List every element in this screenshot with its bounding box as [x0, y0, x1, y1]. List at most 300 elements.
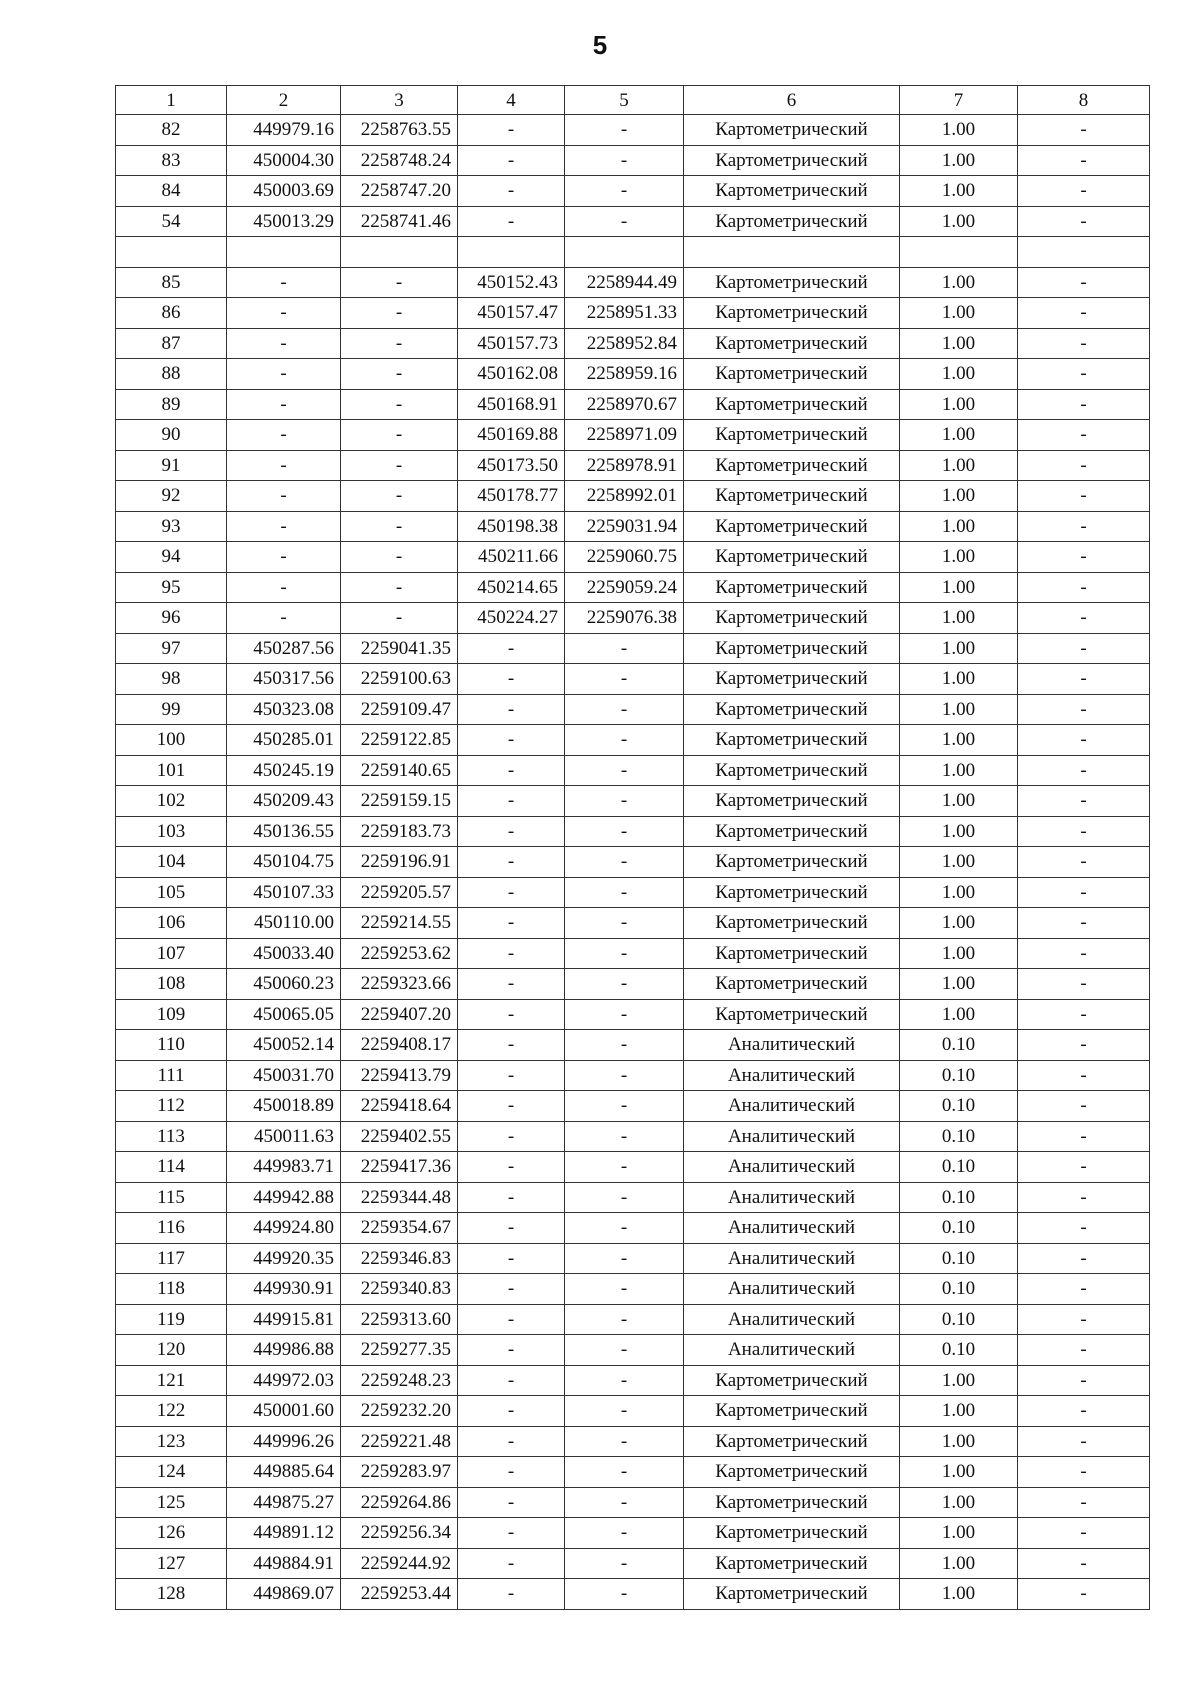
x-coordinate-cell: -: [227, 450, 341, 481]
method-cell: Картометрический: [684, 450, 900, 481]
point-number-cell: 97: [116, 633, 227, 664]
accuracy-cell: 0.10: [900, 1030, 1018, 1061]
accuracy-cell: 1.00: [900, 1548, 1018, 1579]
y-coordinate-alt-cell: -: [565, 1579, 684, 1610]
table-header: [116, 86, 1150, 115]
note-cell: -: [1018, 572, 1150, 603]
point-number-cell: 104: [116, 847, 227, 878]
method-cell: Картометрический: [684, 969, 900, 1000]
table-row: [116, 847, 1150, 878]
y-coordinate-cell: 2259183.73: [341, 816, 458, 847]
column-header: 2: [227, 86, 341, 115]
accuracy-cell: 1.00: [900, 938, 1018, 969]
y-coordinate-alt-cell: -: [565, 1213, 684, 1244]
note-cell: -: [1018, 145, 1150, 176]
point-number-cell: 116: [116, 1213, 227, 1244]
point-number-cell: 101: [116, 755, 227, 786]
y-coordinate-alt-cell: -: [565, 694, 684, 725]
table-row: [116, 1060, 1150, 1091]
table-row: [116, 1579, 1150, 1610]
y-coordinate-alt-cell: -: [565, 1243, 684, 1274]
x-coordinate-alt-cell: -: [458, 1152, 565, 1183]
y-coordinate-cell: 2259205.57: [341, 877, 458, 908]
y-coordinate-cell: 2259264.86: [341, 1487, 458, 1518]
y-coordinate-cell: 2259244.92: [341, 1548, 458, 1579]
accuracy-cell: 1.00: [900, 999, 1018, 1030]
y-coordinate-alt-cell: 2259060.75: [565, 542, 684, 573]
x-coordinate-alt-cell: 450162.08: [458, 359, 565, 390]
method-cell: Картометрический: [684, 633, 900, 664]
accuracy-cell: 1.00: [900, 755, 1018, 786]
y-coordinate-alt-cell: 2258944.49: [565, 267, 684, 298]
y-coordinate-cell: -: [341, 572, 458, 603]
method-cell: Аналитический: [684, 1060, 900, 1091]
y-coordinate-cell: 2259283.97: [341, 1457, 458, 1488]
x-coordinate-cell: -: [227, 603, 341, 634]
table-row: [116, 1121, 1150, 1152]
x-coordinate-alt-cell: -: [458, 1548, 565, 1579]
point-number-cell: 115: [116, 1182, 227, 1213]
method-cell: Картометрический: [684, 542, 900, 573]
point-number-cell: 85: [116, 267, 227, 298]
table-row: [116, 786, 1150, 817]
table-row: [116, 298, 1150, 329]
y-coordinate-alt-cell: 2258970.67: [565, 389, 684, 420]
x-coordinate-cell: 450033.40: [227, 938, 341, 969]
accuracy-cell: 1.00: [900, 1579, 1018, 1610]
x-coordinate-alt-cell: 450168.91: [458, 389, 565, 420]
point-number-cell: 106: [116, 908, 227, 939]
point-number-cell: 90: [116, 420, 227, 451]
point-number-cell: 89: [116, 389, 227, 420]
x-coordinate-cell: 449972.03: [227, 1365, 341, 1396]
x-coordinate-cell: 450031.70: [227, 1060, 341, 1091]
x-coordinate-cell: -: [227, 389, 341, 420]
point-number-cell: 88: [116, 359, 227, 390]
note-cell: -: [1018, 1152, 1150, 1183]
point-number-cell: 95: [116, 572, 227, 603]
point-number-cell: 119: [116, 1304, 227, 1335]
x-coordinate-alt-cell: -: [458, 1060, 565, 1091]
y-coordinate-alt-cell: -: [565, 1548, 684, 1579]
x-coordinate-alt-cell: -: [458, 908, 565, 939]
y-coordinate-alt-cell: -: [565, 1121, 684, 1152]
x-coordinate-alt-cell: -: [458, 999, 565, 1030]
y-coordinate-alt-cell: 2259076.38: [565, 603, 684, 634]
y-coordinate-alt-cell: -: [565, 877, 684, 908]
x-coordinate-cell: 450110.00: [227, 908, 341, 939]
point-number-cell: 54: [116, 206, 227, 237]
y-coordinate-cell: -: [341, 328, 458, 359]
table-row: [116, 389, 1150, 420]
page-number: 5: [592, 30, 608, 60]
method-cell: Аналитический: [684, 1152, 900, 1183]
y-coordinate-cell: 2259408.17: [341, 1030, 458, 1061]
note-cell: -: [1018, 481, 1150, 512]
table-row: [116, 572, 1150, 603]
note-cell: -: [1018, 755, 1150, 786]
accuracy-cell: 0.10: [900, 1182, 1018, 1213]
y-coordinate-alt-cell: -: [565, 115, 684, 146]
x-coordinate-alt-cell: -: [458, 1335, 565, 1366]
x-coordinate-cell: 450011.63: [227, 1121, 341, 1152]
method-cell: Картометрический: [684, 572, 900, 603]
x-coordinate-alt-cell: 450211.66: [458, 542, 565, 573]
table-row: [116, 694, 1150, 725]
method-cell: Картометрический: [684, 267, 900, 298]
table-row: [116, 755, 1150, 786]
x-coordinate-alt-cell: -: [458, 969, 565, 1000]
x-coordinate-cell: 450209.43: [227, 786, 341, 817]
accuracy-cell: 1.00: [900, 664, 1018, 695]
x-coordinate-cell: 449920.35: [227, 1243, 341, 1274]
y-coordinate-alt-cell: -: [565, 145, 684, 176]
x-coordinate-cell: 450004.30: [227, 145, 341, 176]
table-row: [116, 1182, 1150, 1213]
x-coordinate-alt-cell: -: [458, 816, 565, 847]
table-row: [116, 1335, 1150, 1366]
point-number-cell: 127: [116, 1548, 227, 1579]
point-number-cell: 105: [116, 877, 227, 908]
x-coordinate-alt-cell: -: [458, 1487, 565, 1518]
x-coordinate-cell: 449875.27: [227, 1487, 341, 1518]
x-coordinate-cell: 449996.26: [227, 1426, 341, 1457]
note-cell: [1018, 237, 1150, 268]
y-coordinate-alt-cell: 2258971.09: [565, 420, 684, 451]
method-cell: Аналитический: [684, 1091, 900, 1122]
x-coordinate-cell: [227, 237, 341, 268]
x-coordinate-cell: -: [227, 267, 341, 298]
point-number-cell: 118: [116, 1274, 227, 1305]
x-coordinate-cell: 449942.88: [227, 1182, 341, 1213]
point-number-cell: 102: [116, 786, 227, 817]
table-row: [116, 1274, 1150, 1305]
x-coordinate-cell: 450003.69: [227, 176, 341, 207]
method-cell: Картометрический: [684, 389, 900, 420]
y-coordinate-cell: 2259196.91: [341, 847, 458, 878]
x-coordinate-cell: 450287.56: [227, 633, 341, 664]
x-coordinate-cell: 450060.23: [227, 969, 341, 1000]
accuracy-cell: 1.00: [900, 542, 1018, 573]
y-coordinate-alt-cell: -: [565, 1396, 684, 1427]
table-body: [116, 115, 1150, 1610]
y-coordinate-alt-cell: -: [565, 1091, 684, 1122]
column-header: 5: [565, 86, 684, 115]
x-coordinate-cell: -: [227, 481, 341, 512]
method-cell: Аналитический: [684, 1304, 900, 1335]
table-row: [116, 1091, 1150, 1122]
table-row: [116, 1548, 1150, 1579]
accuracy-cell: 1.00: [900, 816, 1018, 847]
y-coordinate-alt-cell: 2259059.24: [565, 572, 684, 603]
y-coordinate-cell: 2259109.47: [341, 694, 458, 725]
y-coordinate-alt-cell: 2258952.84: [565, 328, 684, 359]
method-cell: Аналитический: [684, 1335, 900, 1366]
y-coordinate-cell: 2258763.55: [341, 115, 458, 146]
x-coordinate-cell: 450018.89: [227, 1091, 341, 1122]
table-row: [116, 145, 1150, 176]
accuracy-cell: 1.00: [900, 1518, 1018, 1549]
accuracy-cell: 0.10: [900, 1091, 1018, 1122]
accuracy-cell: 1.00: [900, 359, 1018, 390]
note-cell: -: [1018, 115, 1150, 146]
note-cell: -: [1018, 999, 1150, 1030]
x-coordinate-alt-cell: -: [458, 1426, 565, 1457]
table-row: [116, 1365, 1150, 1396]
accuracy-cell: 0.10: [900, 1304, 1018, 1335]
table-row: [116, 633, 1150, 664]
x-coordinate-cell: 449979.16: [227, 115, 341, 146]
point-number-cell: 103: [116, 816, 227, 847]
note-cell: -: [1018, 725, 1150, 756]
x-coordinate-alt-cell: 450198.38: [458, 511, 565, 542]
y-coordinate-alt-cell: -: [565, 1335, 684, 1366]
accuracy-cell: 1.00: [900, 908, 1018, 939]
method-cell: Картометрический: [684, 1457, 900, 1488]
note-cell: -: [1018, 1060, 1150, 1091]
note-cell: -: [1018, 847, 1150, 878]
y-coordinate-cell: 2259313.60: [341, 1304, 458, 1335]
y-coordinate-cell: 2259418.64: [341, 1091, 458, 1122]
point-number-cell: 87: [116, 328, 227, 359]
y-coordinate-cell: 2259100.63: [341, 664, 458, 695]
table-row: [116, 1152, 1150, 1183]
table-row: [116, 176, 1150, 207]
table-row: [116, 450, 1150, 481]
method-cell: Картометрический: [684, 145, 900, 176]
note-cell: -: [1018, 1121, 1150, 1152]
x-coordinate-alt-cell: -: [458, 145, 565, 176]
method-cell: Картометрический: [684, 1426, 900, 1457]
x-coordinate-cell: 450136.55: [227, 816, 341, 847]
note-cell: -: [1018, 1182, 1150, 1213]
y-coordinate-cell: 2259253.44: [341, 1579, 458, 1610]
table-row: [116, 115, 1150, 146]
table-row: [116, 999, 1150, 1030]
method-cell: Картометрический: [684, 481, 900, 512]
x-coordinate-cell: 450013.29: [227, 206, 341, 237]
accuracy-cell: 1.00: [900, 1396, 1018, 1427]
table-row: [116, 664, 1150, 695]
point-number-cell: 107: [116, 938, 227, 969]
x-coordinate-cell: 450317.56: [227, 664, 341, 695]
point-number-cell: 125: [116, 1487, 227, 1518]
x-coordinate-alt-cell: 450214.65: [458, 572, 565, 603]
y-coordinate-alt-cell: -: [565, 816, 684, 847]
y-coordinate-cell: -: [341, 359, 458, 390]
y-coordinate-alt-cell: 2258992.01: [565, 481, 684, 512]
y-coordinate-alt-cell: -: [565, 1365, 684, 1396]
x-coordinate-cell: 450052.14: [227, 1030, 341, 1061]
point-number-cell: 123: [116, 1426, 227, 1457]
method-cell: Картометрический: [684, 1365, 900, 1396]
x-coordinate-alt-cell: -: [458, 877, 565, 908]
x-coordinate-alt-cell: -: [458, 664, 565, 695]
x-coordinate-cell: -: [227, 542, 341, 573]
accuracy-cell: 1.00: [900, 206, 1018, 237]
y-coordinate-cell: -: [341, 511, 458, 542]
point-number-cell: 109: [116, 999, 227, 1030]
method-cell: Картометрический: [684, 816, 900, 847]
note-cell: -: [1018, 1304, 1150, 1335]
accuracy-cell: 1.00: [900, 847, 1018, 878]
point-number-cell: 100: [116, 725, 227, 756]
accuracy-cell: 1.00: [900, 694, 1018, 725]
x-coordinate-alt-cell: -: [458, 176, 565, 207]
x-coordinate-alt-cell: -: [458, 206, 565, 237]
y-coordinate-alt-cell: -: [565, 1487, 684, 1518]
x-coordinate-cell: -: [227, 328, 341, 359]
table-row: [116, 359, 1150, 390]
note-cell: -: [1018, 206, 1150, 237]
x-coordinate-alt-cell: -: [458, 1030, 565, 1061]
accuracy-cell: 1.00: [900, 1457, 1018, 1488]
method-cell: Картометрический: [684, 115, 900, 146]
note-cell: -: [1018, 359, 1150, 390]
table-row: [116, 267, 1150, 298]
point-number-cell: 110: [116, 1030, 227, 1061]
x-coordinate-alt-cell: -: [458, 1396, 565, 1427]
y-coordinate-alt-cell: -: [565, 755, 684, 786]
note-cell: -: [1018, 450, 1150, 481]
x-coordinate-alt-cell: -: [458, 1243, 565, 1274]
y-coordinate-cell: 2259417.36: [341, 1152, 458, 1183]
y-coordinate-cell: -: [341, 267, 458, 298]
column-header: 7: [900, 86, 1018, 115]
x-coordinate-cell: -: [227, 420, 341, 451]
y-coordinate-cell: 2259221.48: [341, 1426, 458, 1457]
note-cell: -: [1018, 1396, 1150, 1427]
x-coordinate-alt-cell: 450178.77: [458, 481, 565, 512]
x-coordinate-cell: 449869.07: [227, 1579, 341, 1610]
accuracy-cell: 0.10: [900, 1335, 1018, 1366]
note-cell: -: [1018, 1457, 1150, 1488]
y-coordinate-cell: 2259340.83: [341, 1274, 458, 1305]
note-cell: -: [1018, 1274, 1150, 1305]
method-cell: Картометрический: [684, 999, 900, 1030]
note-cell: -: [1018, 511, 1150, 542]
accuracy-cell: 1.00: [900, 1426, 1018, 1457]
y-coordinate-cell: 2259354.67: [341, 1213, 458, 1244]
method-cell: Картометрический: [684, 1396, 900, 1427]
method-cell: [684, 237, 900, 268]
y-coordinate-alt-cell: 2258951.33: [565, 298, 684, 329]
accuracy-cell: 0.10: [900, 1274, 1018, 1305]
x-coordinate-alt-cell: 450157.73: [458, 328, 565, 359]
x-coordinate-cell: 449885.64: [227, 1457, 341, 1488]
accuracy-cell: 1.00: [900, 1365, 1018, 1396]
point-number-cell: 113: [116, 1121, 227, 1152]
note-cell: -: [1018, 389, 1150, 420]
table-row: [116, 542, 1150, 573]
y-coordinate-cell: 2259346.83: [341, 1243, 458, 1274]
method-cell: Картометрический: [684, 664, 900, 695]
method-cell: Картометрический: [684, 1548, 900, 1579]
method-cell: Картометрический: [684, 328, 900, 359]
point-number-cell: 84: [116, 176, 227, 207]
accuracy-cell: 1.00: [900, 633, 1018, 664]
y-coordinate-alt-cell: [565, 237, 684, 268]
y-coordinate-cell: 2259277.35: [341, 1335, 458, 1366]
method-cell: Аналитический: [684, 1030, 900, 1061]
point-number-cell: 121: [116, 1365, 227, 1396]
x-coordinate-alt-cell: -: [458, 755, 565, 786]
x-coordinate-alt-cell: -: [458, 633, 565, 664]
y-coordinate-alt-cell: 2258959.16: [565, 359, 684, 390]
x-coordinate-cell: -: [227, 359, 341, 390]
y-coordinate-cell: -: [341, 389, 458, 420]
x-coordinate-cell: 449930.91: [227, 1274, 341, 1305]
x-coordinate-cell: 449891.12: [227, 1518, 341, 1549]
accuracy-cell: 1.00: [900, 298, 1018, 329]
x-coordinate-cell: 450323.08: [227, 694, 341, 725]
note-cell: -: [1018, 1365, 1150, 1396]
table-row: [116, 725, 1150, 756]
column-header: 6: [684, 86, 900, 115]
x-coordinate-cell: 449983.71: [227, 1152, 341, 1183]
point-number-cell: 108: [116, 969, 227, 1000]
point-number-cell: 96: [116, 603, 227, 634]
x-coordinate-alt-cell: -: [458, 1121, 565, 1152]
table-row: [116, 1457, 1150, 1488]
x-coordinate-cell: 450107.33: [227, 877, 341, 908]
note-cell: -: [1018, 542, 1150, 573]
y-coordinate-alt-cell: -: [565, 206, 684, 237]
x-coordinate-cell: 450001.60: [227, 1396, 341, 1427]
note-cell: -: [1018, 664, 1150, 695]
table-row: [116, 1518, 1150, 1549]
coordinates-table: [115, 85, 1150, 1610]
accuracy-cell: [900, 237, 1018, 268]
note-cell: -: [1018, 1518, 1150, 1549]
y-coordinate-cell: 2259232.20: [341, 1396, 458, 1427]
method-cell: Картометрический: [684, 1518, 900, 1549]
note-cell: -: [1018, 877, 1150, 908]
note-cell: -: [1018, 1487, 1150, 1518]
method-cell: Картометрический: [684, 359, 900, 390]
note-cell: -: [1018, 816, 1150, 847]
y-coordinate-cell: 2259323.66: [341, 969, 458, 1000]
method-cell: Картометрический: [684, 847, 900, 878]
point-number-cell: 99: [116, 694, 227, 725]
y-coordinate-alt-cell: -: [565, 938, 684, 969]
x-coordinate-alt-cell: -: [458, 1182, 565, 1213]
accuracy-cell: 0.10: [900, 1152, 1018, 1183]
y-coordinate-cell: -: [341, 450, 458, 481]
x-coordinate-alt-cell: -: [458, 1213, 565, 1244]
note-cell: -: [1018, 694, 1150, 725]
header-row: [116, 86, 1150, 115]
method-cell: Картометрический: [684, 755, 900, 786]
table-row: [116, 511, 1150, 542]
y-coordinate-cell: 2259122.85: [341, 725, 458, 756]
point-number-cell: 92: [116, 481, 227, 512]
point-number-cell: 126: [116, 1518, 227, 1549]
y-coordinate-cell: 2259413.79: [341, 1060, 458, 1091]
table-row: [116, 206, 1150, 237]
note-cell: -: [1018, 603, 1150, 634]
x-coordinate-alt-cell: -: [458, 1274, 565, 1305]
note-cell: -: [1018, 1243, 1150, 1274]
note-cell: -: [1018, 908, 1150, 939]
y-coordinate-alt-cell: 2258978.91: [565, 450, 684, 481]
accuracy-cell: 1.00: [900, 176, 1018, 207]
note-cell: -: [1018, 1030, 1150, 1061]
y-coordinate-alt-cell: -: [565, 1152, 684, 1183]
method-cell: Картометрический: [684, 1487, 900, 1518]
x-coordinate-alt-cell: -: [458, 938, 565, 969]
y-coordinate-cell: 2259041.35: [341, 633, 458, 664]
